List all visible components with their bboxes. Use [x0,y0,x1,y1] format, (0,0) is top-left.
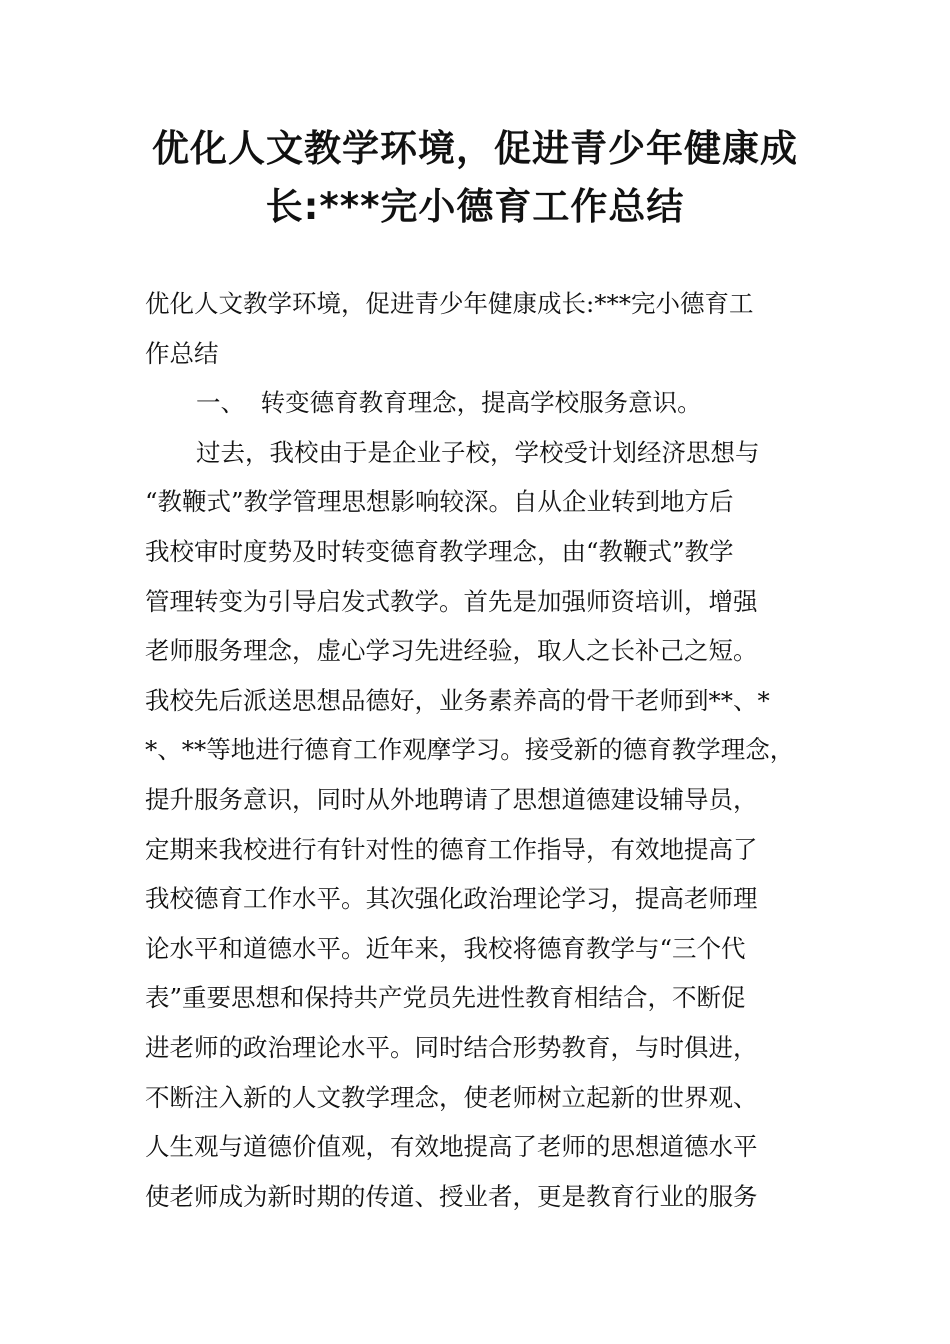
paragraph-line: 老师服务理念，虚心学习先进经验，取人之长补己之短。 [145,636,758,666]
paragraph-line: 我校审时度势及时转变德育教学理念，由“教鞭式”教学 [145,536,734,566]
paragraph-line: 过去，我校由于是企业子校，学校受计划经济思想与 [196,437,760,467]
paragraph-line: 我校先后派送思想品德好，业务素养高的骨干老师到**、* [145,685,770,715]
paragraph-line: 我校德育工作水平。其次强化政治理论学习，提高老师理 [145,884,758,914]
paragraph-line: 论水平和道德水平。近年来，我校将德育教学与“三个代 [145,933,746,963]
paragraph-line: *、**等地进行德育工作观摩学习。接受新的德育教学理念， [145,735,795,765]
document-title [140,120,810,236]
document-body [145,279,825,1221]
paragraph-line: “教鞭式”教学管理思想影响较深。自从企业转到地方后 [145,487,734,517]
paragraph-line: 提升服务意识，同时从外地聘请了思想道德建设辅导员， [145,784,758,814]
intro-line: 作总结 [145,338,219,368]
paragraph-line: 管理转变为引导启发式教学。首先是加强师资培训，增强 [145,586,758,616]
paragraph-line: 人生观与道德价值观，有效地提高了老师的思想道德水平 [145,1132,758,1162]
paragraph-line: 定期来我校进行有针对性的德育工作指导，有效地提高了 [145,834,758,864]
intro-line: 优化人文教学环境，促进青少年健康成长:***完小德育工 [145,289,754,318]
paragraph-line: 进老师的政治理论水平。同时结合形势教育，与时俱进， [145,1032,758,1062]
title-line: 优化人文教学环境，促进青少年健康成 [152,127,798,170]
body-paragraph [145,428,825,1222]
paragraph-line: 使老师成为新时期的传道、授业者，更是教育行业的服务 [145,1181,758,1211]
title-line: 长:***完小德育工作总结 [265,185,685,228]
paragraph-line: 表”重要思想和保持共产党员先进性教育相结合，不断促 [145,983,746,1013]
paragraph-line: 不断注入新的人文教学理念，使老师树立起新的世界观、 [145,1082,758,1112]
section-heading: 一、 转变德育教育理念，提高学校服务意识。 [196,388,702,418]
